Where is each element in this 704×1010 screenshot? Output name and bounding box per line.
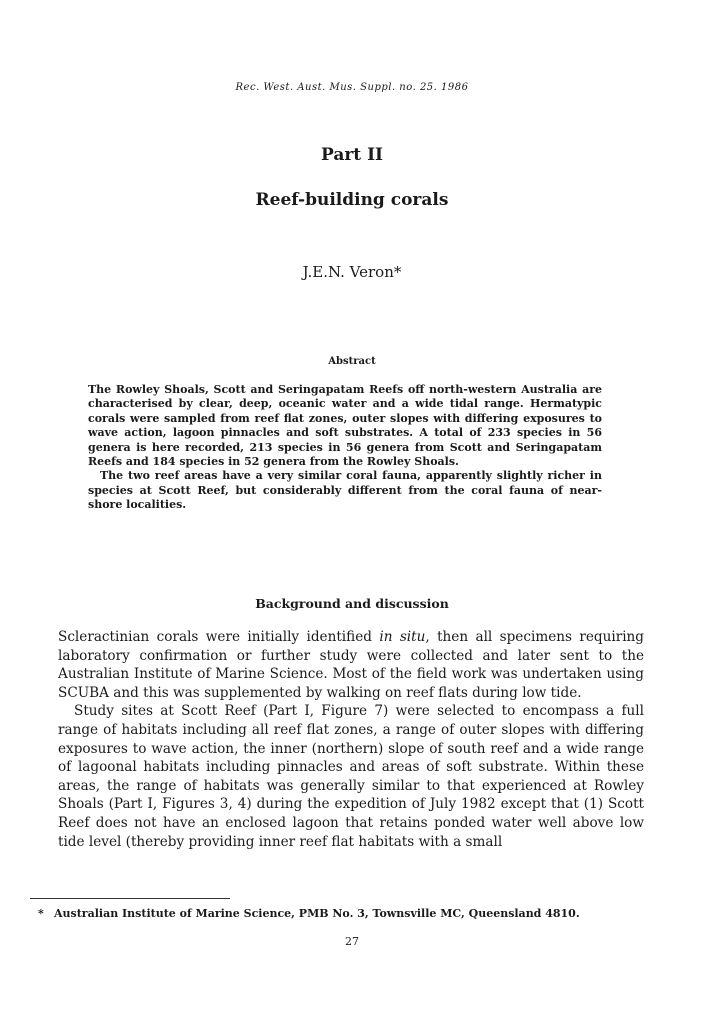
- article-title: Reef-building corals: [255, 190, 449, 210]
- italic-term: in situ: [379, 629, 426, 645]
- footnote-mark: *: [38, 907, 44, 920]
- running-head: Rec. West. Aust. Mus. Suppl. no. 25. 1986: [235, 82, 469, 93]
- abstract-paragraph: The two reef areas have a very similar coral fauna, apparently slightly richer in species at Scott Reef, but considerably different from the coral fauna of near-shore localities.: [88, 469, 602, 512]
- footnote-divider: [30, 898, 230, 899]
- part-title: Part II: [321, 145, 383, 165]
- page-number: 27: [345, 935, 359, 948]
- abstract-heading: Abstract: [328, 356, 376, 367]
- footnote: [38, 907, 658, 920]
- body-paragraph: [58, 628, 644, 702]
- abstract-body: [88, 383, 602, 513]
- body-paragraph: Study sites at Scott Reef (Part I, Figure 7) were selected to encompass a full range of habitats including all reef flat zones, a range of outer slopes with differing exposures to wave action, the inner (northern) slope of south reef and a wide range of lagoonal habitats including pinnacles and areas of soft substrate. Within these areas, the range of habitats was generally similar to that experienced at Rowley Shoals (Part I, Figures 3, 4) during the expedition of July 1982 except that (1) Scott Reef does not have an enclosed lagoon that retains ponded water well above low tide level (thereby providing inner reef flat habitats with a small: [58, 703, 644, 850]
- body-text-run: Scleractinian corals were initially identified: [58, 629, 380, 645]
- section-heading: Background and discussion: [255, 596, 449, 611]
- body-text-run: , then all specimens requiring laboratory confirmation or further study were collected and later sent to the Australian Institute of Marine Science. Most of the field work was undertaken using SCUBA and this was supplemented by walking on reef flats during low tide.: [58, 629, 645, 701]
- author-name: J.E.N. Veron*: [302, 263, 402, 281]
- abstract-paragraph: The Rowley Shoals, Scott and Seringapatam Reefs off north-western Australia are characterised by clear, deep, oceanic water and a wide tidal range. Hermatypic corals were sampled from reef flat zones, outer slopes with differing exposures to wave action, lagoon pinnacles and soft substrates. A total of 233 species in 56 genera is here recorded, 213 species in 56 genera from Scott and Seringapatam Reefs and 184 species in 52 genera from the Rowley Shoals.: [88, 383, 602, 469]
- body-text: [58, 628, 644, 851]
- footnote-text: Australian Institute of Marine Science, PMB No. 3, Townsville MC, Queensland 4810.: [54, 907, 580, 920]
